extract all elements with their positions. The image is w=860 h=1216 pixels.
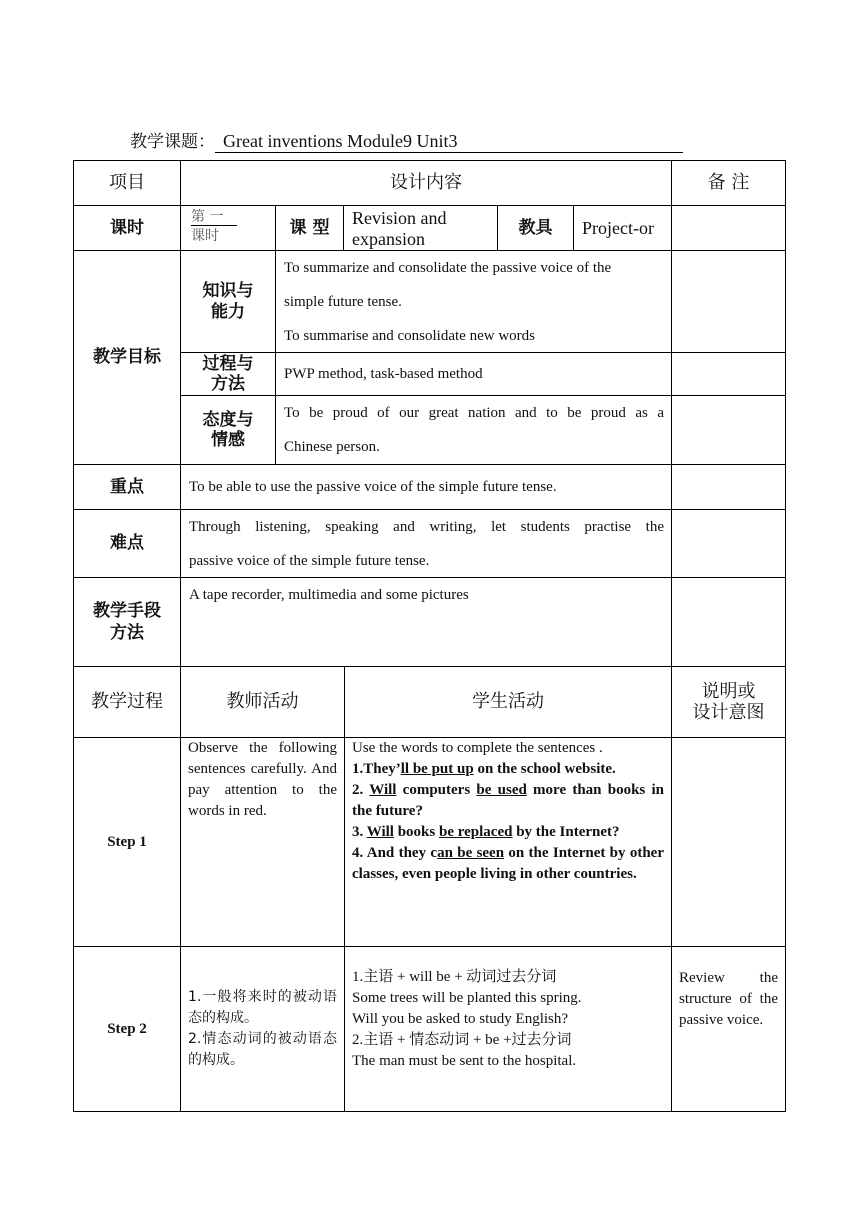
s4-b: an be seen <box>437 845 505 861</box>
step1-teacher: Observe the following sentences carefully. And pay attention to the words in red. <box>188 740 337 819</box>
attitude-line-1: To be proud of our great nation and to be proud as a <box>284 405 664 421</box>
header-item: 项目 <box>109 172 145 194</box>
attitude-text <box>276 396 671 464</box>
step2-teacher-1: 1.一般将来时的被动语态的构成。 <box>188 989 337 1026</box>
s4-a: 4. And they c <box>352 845 438 861</box>
header-design: 设计内容 <box>390 172 462 194</box>
s1-a: 1.They’ <box>352 761 401 777</box>
process-header-label: 教学过程 <box>91 691 163 713</box>
lesson-label: 课时 <box>110 217 144 238</box>
step2-teacher <box>188 947 337 1111</box>
header-remark: 备 注 <box>707 172 750 194</box>
knowledge-line-2: simple future tense. <box>284 294 402 310</box>
step1-intro: Use the words to complete the sentences . <box>352 740 603 756</box>
objectives-label: 教学目标 <box>93 347 161 368</box>
period-line-1: 第 一 <box>191 209 237 226</box>
difficulty-text <box>181 510 671 577</box>
process-label-2: 方法 <box>211 374 245 394</box>
focus-label: 重点 <box>110 476 144 497</box>
step1-label: Step 1 <box>107 833 147 850</box>
type-value <box>344 206 497 250</box>
step2-line-2: Some trees will be planted this spring. <box>352 990 582 1006</box>
aids-label: 教具 <box>518 217 553 238</box>
process-text: PWP method, task-based method <box>284 366 483 382</box>
period-line-2: 课时 <box>191 228 219 244</box>
means-label-1: 教学手段 <box>93 601 161 621</box>
step1-sentence-1 <box>352 759 664 780</box>
step2-student <box>352 967 664 1107</box>
step2-line-4: 2.主语 + 情态动词 + be +过去分词 <box>352 1032 572 1048</box>
knowledge-line-3: To summarise and consolidate new words <box>284 328 535 344</box>
step1-sentence-2 <box>352 780 664 822</box>
note-header-2: 设计意图 <box>692 702 765 723</box>
s1-c: on the school website. <box>473 761 616 777</box>
knowledge-text <box>276 251 671 352</box>
teacher-activity-header: 教师活动 <box>226 691 299 713</box>
means-label-2: 方法 <box>110 623 144 643</box>
s4-c: on the Internet by other classes, even people living in other countries. <box>352 845 664 882</box>
s3-d: be replaced <box>439 824 513 840</box>
attitude-label <box>181 396 275 464</box>
s3-b: Will <box>366 824 394 840</box>
step2-line-5: The man must be sent to the hospital. <box>352 1053 577 1069</box>
s2-d: be used <box>476 782 527 798</box>
attitude-label-1: 态度与 <box>202 409 254 430</box>
step2-line-1: 1.主语 + will be + 动词过去分词 <box>352 969 557 985</box>
difficulty-line-1: Through listening, speaking and writing, let students practise the <box>189 519 664 535</box>
rule-v <box>785 160 786 1112</box>
means-text: A tape recorder, multimedia and some pictures <box>189 587 469 603</box>
aids-value: Project-or <box>582 217 654 238</box>
process-label <box>181 353 275 395</box>
step1-student <box>352 738 664 946</box>
process-label-1: 过程与 <box>202 354 254 374</box>
s3-c: books <box>393 824 439 840</box>
difficulty-label: 难点 <box>110 533 144 554</box>
step1-sentence-4 <box>352 843 664 885</box>
s3-a: 3. <box>352 824 367 840</box>
step1-sentence-3 <box>352 822 664 843</box>
step2-note: Review the structure of the passive voice. <box>679 970 778 1028</box>
lesson-period <box>181 206 275 250</box>
knowledge-line-1: To summarize and consolidate the passive voice of the <box>284 260 612 276</box>
topic-value: Great inventions Module9 Unit3 <box>215 131 683 153</box>
note-header <box>672 667 785 737</box>
s2-b: Will <box>369 782 397 798</box>
difficulty-line-2: passive voice of the simple future tense. <box>189 553 430 569</box>
step2-line-3: Will you be asked to study English? <box>352 1011 569 1027</box>
knowledge-label-2: 能力 <box>211 301 245 322</box>
student-activity-header: 学生活动 <box>472 691 544 713</box>
type-label: 课 型 <box>289 217 330 238</box>
type-value-line-1: Revision and <box>352 208 447 228</box>
s2-c: computers <box>396 782 477 798</box>
attitude-label-2: 情感 <box>211 430 245 450</box>
s2-a: 2. <box>352 782 370 798</box>
note-header-1: 说明或 <box>701 681 756 702</box>
attitude-line-2: Chinese person. <box>284 439 380 455</box>
knowledge-label <box>181 251 275 352</box>
type-value-line-2: expansion <box>352 229 425 249</box>
s2-e: more than books in the future? <box>352 782 664 819</box>
s1-b: ll be put up <box>400 761 474 777</box>
step2-label: Step 2 <box>107 1020 147 1037</box>
knowledge-label-1: 知识与 <box>202 281 254 302</box>
step2-teacher-2: 2.情态动词的被动语态的构成。 <box>188 1031 337 1068</box>
means-label <box>74 578 180 666</box>
rule-v <box>671 160 672 1112</box>
focus-text: To be able to use the passive voice of the simple future tense. <box>189 479 557 495</box>
s3-e: by the Internet? <box>512 824 620 840</box>
topic-label: 教学课题： <box>130 132 215 152</box>
